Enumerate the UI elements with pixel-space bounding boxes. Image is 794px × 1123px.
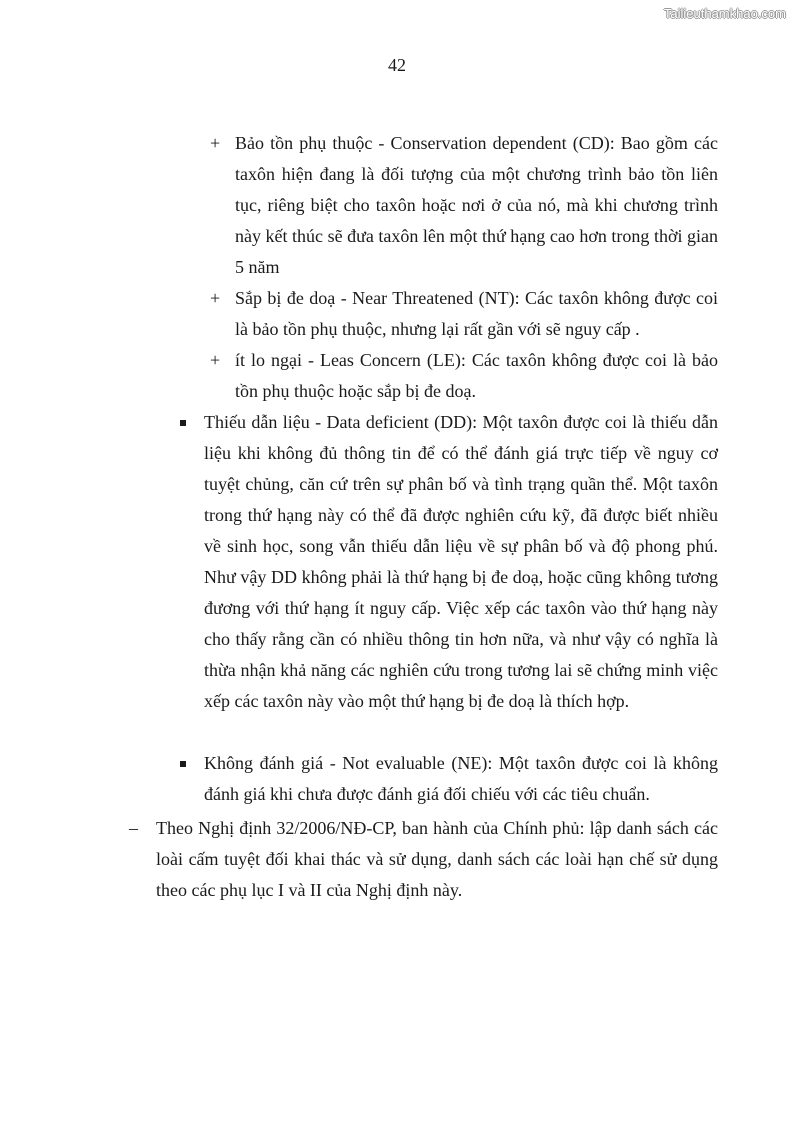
dash-item-decree bbox=[129, 813, 718, 906]
sub-item-conservation-dependent bbox=[210, 128, 718, 283]
square-bullet-icon bbox=[180, 761, 186, 767]
plus-marker: + bbox=[210, 288, 221, 308]
dash-marker: – bbox=[129, 818, 138, 838]
sub-item-text: Sắp bị đe doạ - Near Threatened (NT): Các taxôn không được coi là bảo tồn phụ thuộc, nhưng lại rất gần với sẽ nguy cấp . bbox=[235, 288, 718, 339]
bullet-item-data-deficient bbox=[204, 407, 718, 717]
plus-marker: + bbox=[210, 350, 221, 370]
bullet-item-text: Không đánh giá - Not evaluable (NE): Một taxôn được coi là không đánh giá khi chưa được đánh giá đối chiếu với các tiêu chuẩn. bbox=[204, 753, 718, 804]
bullet-item-text: Thiếu dẫn liệu - Data deficient (DD): Một taxôn được coi là thiếu dẫn liệu khi không đủ thông tin để có thể đánh giá trực tiếp về nguy cơ tuyệt chủng, căn cứ trên sự phân bố và tình trạng quần thể. Một taxôn trong thứ hạng này có thể đã được nghiên cứu kỹ, đã được biết nhiều về sinh học, song vẫn thiếu dẫn liệu về sự phân bố và độ phong phú. Như vậy DD không phải là thứ hạng bị đe doạ, hoặc cũng không tương đương với thứ hạng ít nguy cấp. Việc xếp các taxôn vào thứ hạng này cho thấy rằng cần có nhiều thông tin hơn nữa, và như vậy có nghĩa là thừa nhận khả năng các nghiên cứu trong tương lai sẽ chứng minh việc xếp các taxôn này vào một thứ hạng bị đe doạ là thích hợp. bbox=[204, 412, 718, 711]
sub-item-least-concern bbox=[210, 345, 718, 407]
sub-item-text: ít lo ngại - Leas Concern (LE): Các taxôn không được coi là bảo tồn phụ thuộc hoặc sắp bị đe doạ. bbox=[235, 350, 718, 401]
sub-item-text: Bảo tồn phụ thuộc - Conservation dependent (CD): Bao gồm các taxôn hiện đang là đối tượng của một chương trình bảo tồn liên tục, riêng biệt cho taxôn hoặc nơi ở của nó, mà khi chương trình này kết thúc sẽ đưa taxôn lên một thứ hạng cao hơn trong thời gian 5 năm bbox=[235, 133, 718, 277]
plus-marker: + bbox=[210, 133, 221, 153]
page-number: 42 bbox=[388, 55, 406, 75]
watermark: Tailieuthamkhao.com bbox=[663, 6, 786, 21]
dash-item-text: Theo Nghị định 32/2006/NĐ-CP, ban hành của Chính phủ: lập danh sách các loài cấm tuyệt đối khai thác và sử dụng, danh sách các loài hạn chế sử dụng theo các phụ lục I và II của Nghị định này. bbox=[156, 818, 718, 900]
sub-item-near-threatened bbox=[210, 283, 718, 345]
square-bullet-icon bbox=[180, 420, 186, 426]
bullet-item-not-evaluable bbox=[204, 748, 718, 810]
